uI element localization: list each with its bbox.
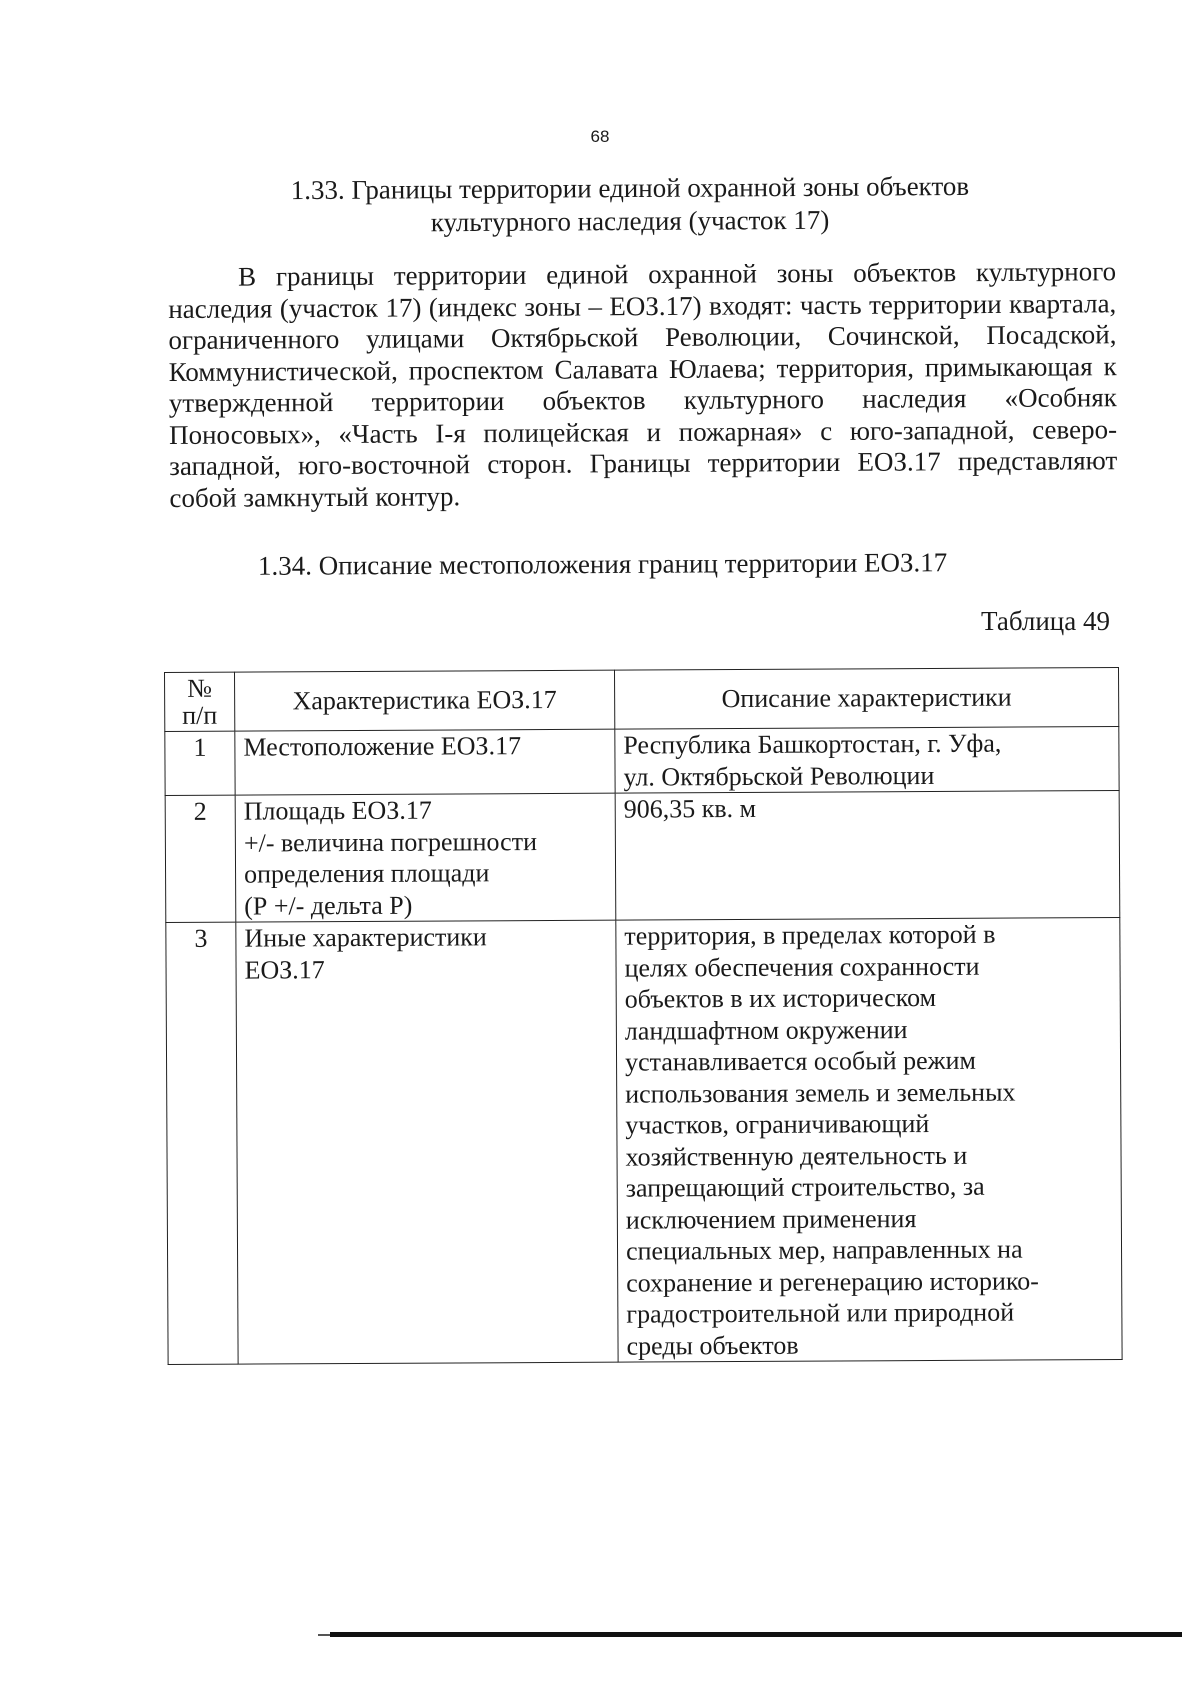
section-title-line-1: 1.33. Границы территории единой охранной зоны объектов <box>290 170 970 206</box>
characteristic-line: (Р +/- дельта Р) <box>244 890 413 921</box>
page-number: 68 <box>590 127 610 146</box>
description-line: сохранение и регенерацию историко- <box>626 1265 1039 1298</box>
row-number-cell: 3 <box>166 922 238 1364</box>
header-number-symbol: № <box>187 673 213 703</box>
description-line: ландшафтном окружении <box>624 1014 908 1046</box>
row-characteristic-cell <box>236 920 618 1364</box>
subsection-title: 1.34. Описание местоположения границ территории ЕОЗ.17 <box>257 547 948 581</box>
footer-rule <box>330 1632 1182 1637</box>
description-line: 906,35 кв. м <box>623 793 757 824</box>
description-line: устанавливается особый режим <box>624 1045 977 1077</box>
characteristic-line: Местоположение ЕОЗ.17 <box>243 731 522 762</box>
header-cell-characteristic: Характеристика ЕОЗ.17 <box>235 670 615 731</box>
description-line: территория, в пределах которой в <box>624 919 996 951</box>
description-line: объектов в их историческом <box>624 982 937 1014</box>
table-header-row <box>165 668 1119 732</box>
table-row <box>165 727 1119 796</box>
description-line: специальных мер, направленных на <box>625 1234 1023 1266</box>
description-line: целях обеспечения сохранности <box>624 951 980 983</box>
table-container <box>164 667 1122 1365</box>
header-number-abbr: п/п <box>182 700 218 730</box>
table-row <box>165 791 1120 923</box>
table-body <box>165 727 1122 1365</box>
characteristic-line: Площадь ЕОЗ.17 <box>243 795 432 826</box>
table-caption: Таблица 49 <box>981 606 1110 636</box>
description-line: исключением применения <box>625 1203 917 1235</box>
description-line: среды объектов <box>626 1330 799 1361</box>
header-cell-description: Описание характеристики <box>614 668 1118 730</box>
row-number-cell: 2 <box>165 795 236 922</box>
row-description-cell <box>616 917 1122 1362</box>
header-cell-number <box>165 672 235 731</box>
description-line: градостроительной или природной <box>626 1297 1015 1329</box>
characteristic-line: Иные характеристики <box>244 922 487 953</box>
characteristics-table <box>164 667 1123 1365</box>
characteristic-line: ЕОЗ.17 <box>244 954 325 985</box>
description-line: использования земель и земельных <box>625 1077 1016 1109</box>
description-line: Республика Башкортостан, г. Уфа, <box>623 728 1002 760</box>
characteristic-line: определения площади <box>243 858 490 889</box>
row-description-cell <box>615 791 1120 921</box>
description-line: хозяйственную деятельность и <box>625 1140 968 1172</box>
description-line: запрещающий строительство, за <box>625 1171 985 1203</box>
table-row <box>166 917 1122 1364</box>
row-description-cell <box>615 727 1119 794</box>
section-title-line-2: культурного наследия (участок 17) <box>430 204 830 238</box>
description-line: ул. Октябрьской Революции <box>623 760 935 792</box>
characteristic-line: +/- величина погрешности <box>243 826 538 858</box>
description-line: участков, ограничивающий <box>625 1108 930 1140</box>
row-number-cell: 1 <box>165 731 235 795</box>
row-characteristic-cell <box>235 729 615 795</box>
body-paragraph: В границы территории единой охранной зоны объектов культурного наследия (участок 17) (индекс зоны – ЕОЗ.17) входят: часть территории квартала, ограниченного улицами Октябрьской Революции, Сочинской, Посадской, Коммунистической, проспектом Салавата Юлаева; территория, примыкающая к утвержденной территории объектов культурного наследия «Особняк Поносовых», «Часть I-я полицейская и пожарная» с юго-западной, северо-западной, юго-восточной сторон. Границы территории ЕОЗ.17 представляют собой замкнутый контур. <box>168 256 1118 513</box>
section-title <box>150 169 1110 241</box>
row-characteristic-cell <box>235 793 616 922</box>
